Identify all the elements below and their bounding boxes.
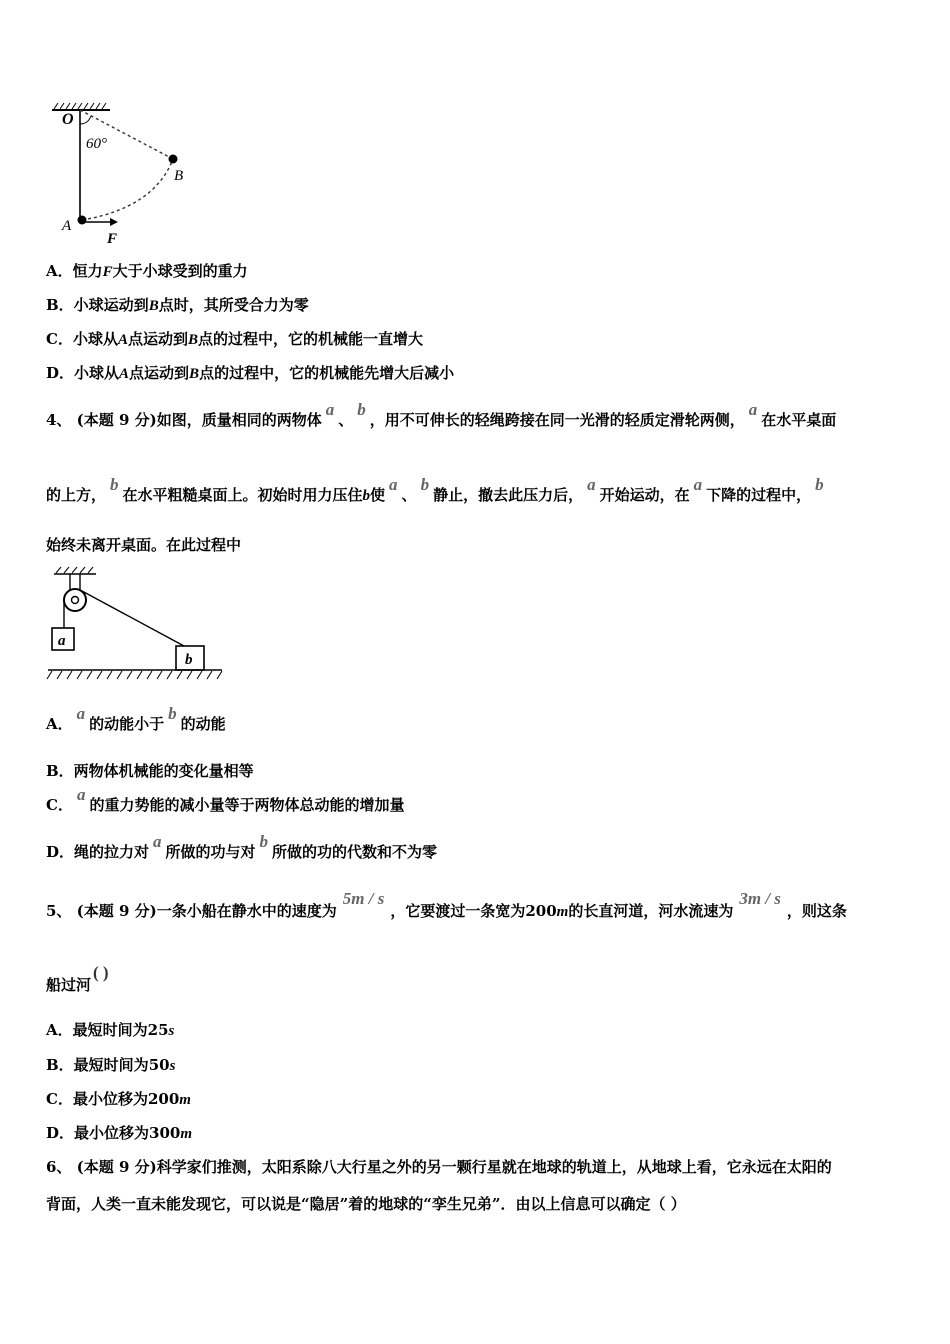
q5-c-unit: m bbox=[179, 1092, 191, 1108]
var-a: a bbox=[748, 400, 758, 419]
pulley-figure bbox=[44, 566, 226, 688]
q4-l2-b: b bbox=[362, 488, 371, 504]
label-A: A bbox=[62, 218, 72, 234]
q3-c-suffix: 点的过程中，它的机械能一直增大 bbox=[198, 330, 424, 348]
q5-speed-boat: 5m / s bbox=[342, 889, 385, 908]
q3-c-var1: A bbox=[117, 332, 128, 348]
var-b: b bbox=[168, 704, 177, 723]
q4-option-d bbox=[46, 832, 438, 862]
q4-option-b: B．两物体机械能的变化量相等 bbox=[46, 762, 254, 780]
q5-m: m bbox=[556, 904, 569, 920]
pulley-axle bbox=[72, 597, 79, 604]
label-F: F bbox=[107, 231, 118, 247]
q5-b-prefix: B．最短时间为 bbox=[46, 1056, 149, 1074]
q3-d-suffix: 点的过程中，它的机械能先增大后减小 bbox=[199, 364, 455, 382]
var-a: a bbox=[153, 832, 162, 851]
q5-d-unit: m bbox=[180, 1126, 192, 1142]
q5-t2: ，它要渡过一条宽为 bbox=[390, 902, 526, 920]
q3-option-b bbox=[46, 295, 309, 316]
q4-d-t2: 所做的功的代数和不为零 bbox=[272, 843, 438, 861]
angle-arc bbox=[80, 116, 91, 124]
q5-t3: 的长直河道，河水流速为 bbox=[568, 902, 734, 920]
q6-line-1 bbox=[46, 1157, 832, 1177]
label-B: B bbox=[174, 168, 184, 184]
q4-l1-t1: 如图，质量相同的两物体 bbox=[156, 411, 322, 429]
q3-option-a bbox=[46, 261, 248, 282]
var-a: a bbox=[389, 475, 398, 494]
q5-option-c bbox=[46, 1089, 191, 1110]
q4-l2-t4: 静止，撤去此压力后， bbox=[433, 486, 584, 504]
q4-number: 4、 bbox=[46, 411, 72, 429]
q4-a-letter: A． bbox=[46, 715, 73, 733]
var-b: b bbox=[259, 832, 269, 851]
var-a: a bbox=[76, 785, 86, 804]
q5-line-2 bbox=[46, 963, 111, 995]
pulley-ceiling bbox=[54, 567, 96, 574]
label-b: b bbox=[185, 652, 193, 668]
q4-sep: 、 bbox=[338, 411, 354, 429]
q4-c-t1: 的重力势能的减小量等于两物体总动能的增加量 bbox=[89, 796, 405, 814]
q5-t4: ，则这条 bbox=[786, 902, 847, 920]
q4-l1-t3: 在水平桌面 bbox=[761, 411, 837, 429]
q4-d-letter: D．绳的拉力对 bbox=[46, 843, 150, 861]
q3-d-var1: A bbox=[119, 366, 130, 382]
q5-c-prefix: C．最小位移为 bbox=[46, 1090, 148, 1108]
q4-l2-t6: 下降的过程中， bbox=[706, 486, 812, 504]
q5-score: (本题 9 分) bbox=[76, 902, 157, 920]
q6-l1: 科学家们推测，太阳系除八大行星之外的另一颗行星就在地球的轨道上，从地球上看，它永远在太阳的 bbox=[156, 1158, 832, 1176]
q4-a-t2: 的动能 bbox=[180, 715, 226, 733]
q3-d-mid: 点运动到 bbox=[129, 364, 190, 382]
q3-c-prefix: C．小球从 bbox=[46, 330, 118, 348]
q4-line-3: 始终未离开桌面。在此过程中 bbox=[46, 536, 242, 554]
ceiling-hatch bbox=[52, 103, 110, 110]
q4-option-c bbox=[46, 785, 405, 815]
table-surface bbox=[47, 670, 222, 679]
q5-a-prefix: A．最短时间为 bbox=[46, 1021, 148, 1039]
force-arrowhead bbox=[110, 218, 118, 226]
q4-score: (本题 9 分) bbox=[76, 411, 157, 429]
var-a: a bbox=[325, 400, 335, 419]
q3-d-var2: B bbox=[189, 366, 200, 382]
q5-width: 200 bbox=[525, 902, 557, 920]
q5-b-unit: s bbox=[169, 1058, 176, 1074]
q6-line-2: 背面，人类一直未能发现它，可以说是“隐居”着的地球的“孪生兄弟”．由以上信息可以确定（ ） bbox=[46, 1195, 686, 1213]
q4-sep: 、 bbox=[401, 486, 417, 504]
q6-score: (本题 9 分) bbox=[76, 1158, 157, 1176]
q4-l2-t1: 的上方， bbox=[46, 486, 107, 504]
q4-a-t1: 的动能小于 bbox=[89, 715, 165, 733]
var-a: a bbox=[76, 704, 86, 723]
q5-d-num: 300 bbox=[149, 1124, 181, 1142]
q3-b-prefix: B．小球运动到 bbox=[46, 296, 149, 314]
q5-b-num: 50 bbox=[148, 1056, 170, 1074]
q4-l2-t2: 在水平粗糙桌面上。初始时用力压住 bbox=[122, 486, 363, 504]
var-b: b bbox=[420, 475, 430, 494]
q3-a-prefix: A．恒力 bbox=[46, 262, 103, 280]
q4-line-2 bbox=[46, 475, 828, 506]
label-a: a bbox=[58, 633, 66, 649]
q3-option-c bbox=[46, 329, 423, 350]
pendulum-figure bbox=[44, 98, 204, 248]
ball-a bbox=[78, 216, 87, 225]
var-a: a bbox=[693, 475, 703, 494]
var-b: b bbox=[110, 475, 119, 494]
rope-to-b bbox=[82, 591, 184, 646]
q3-c-mid: 点运动到 bbox=[127, 330, 188, 348]
q5-c-num: 200 bbox=[147, 1090, 180, 1108]
q5-a-unit: s bbox=[168, 1023, 175, 1039]
q5-l2: 船过河 bbox=[46, 976, 92, 994]
q4-l2-t3: 使 bbox=[370, 486, 386, 504]
q3-a-suffix: 大于小球受到的重力 bbox=[112, 262, 248, 280]
q6-number: 6、 bbox=[46, 1158, 72, 1176]
q5-number: 5、 bbox=[46, 902, 72, 920]
q5-line-1 bbox=[46, 889, 847, 922]
label-O: O bbox=[62, 111, 74, 128]
label-angle: 60° bbox=[86, 136, 107, 152]
q4-l1-t2: ，用不可伸长的轻绳跨接在同一光滑的轻质定滑轮两侧， bbox=[369, 411, 745, 429]
var-b: b bbox=[357, 400, 366, 419]
trajectory-arc bbox=[82, 159, 173, 220]
q4-l2-t5: 开始运动，在 bbox=[599, 486, 690, 504]
q3-c-var2: B bbox=[187, 332, 198, 348]
var-b: b bbox=[815, 475, 824, 494]
q4-line-1 bbox=[46, 400, 837, 430]
q4-c-letter: C． bbox=[46, 796, 73, 814]
ball-b bbox=[169, 155, 178, 164]
q5-t1: 一条小船在静水中的速度为 bbox=[156, 902, 337, 920]
q3-b-suffix: 点时，其所受合力为零 bbox=[158, 296, 309, 314]
q4-d-t1: 所做的功与对 bbox=[165, 843, 256, 861]
q5-option-b bbox=[46, 1055, 175, 1076]
q5-a-num: 25 bbox=[147, 1021, 169, 1039]
q3-a-var: F bbox=[102, 264, 113, 280]
q5-option-d bbox=[46, 1123, 192, 1144]
var-a: a bbox=[587, 475, 596, 494]
q4-option-a bbox=[46, 704, 226, 734]
q5-option-a bbox=[46, 1020, 174, 1041]
q5-speed-river: 3m / s bbox=[739, 889, 781, 908]
q5-d-prefix: D．最小位移为 bbox=[46, 1124, 150, 1142]
q3-d-prefix: D．小球从 bbox=[46, 364, 120, 382]
q3-option-d bbox=[46, 363, 454, 384]
q3-b-var: B bbox=[148, 298, 159, 314]
q5-answer-paren: ( ) bbox=[93, 963, 109, 982]
